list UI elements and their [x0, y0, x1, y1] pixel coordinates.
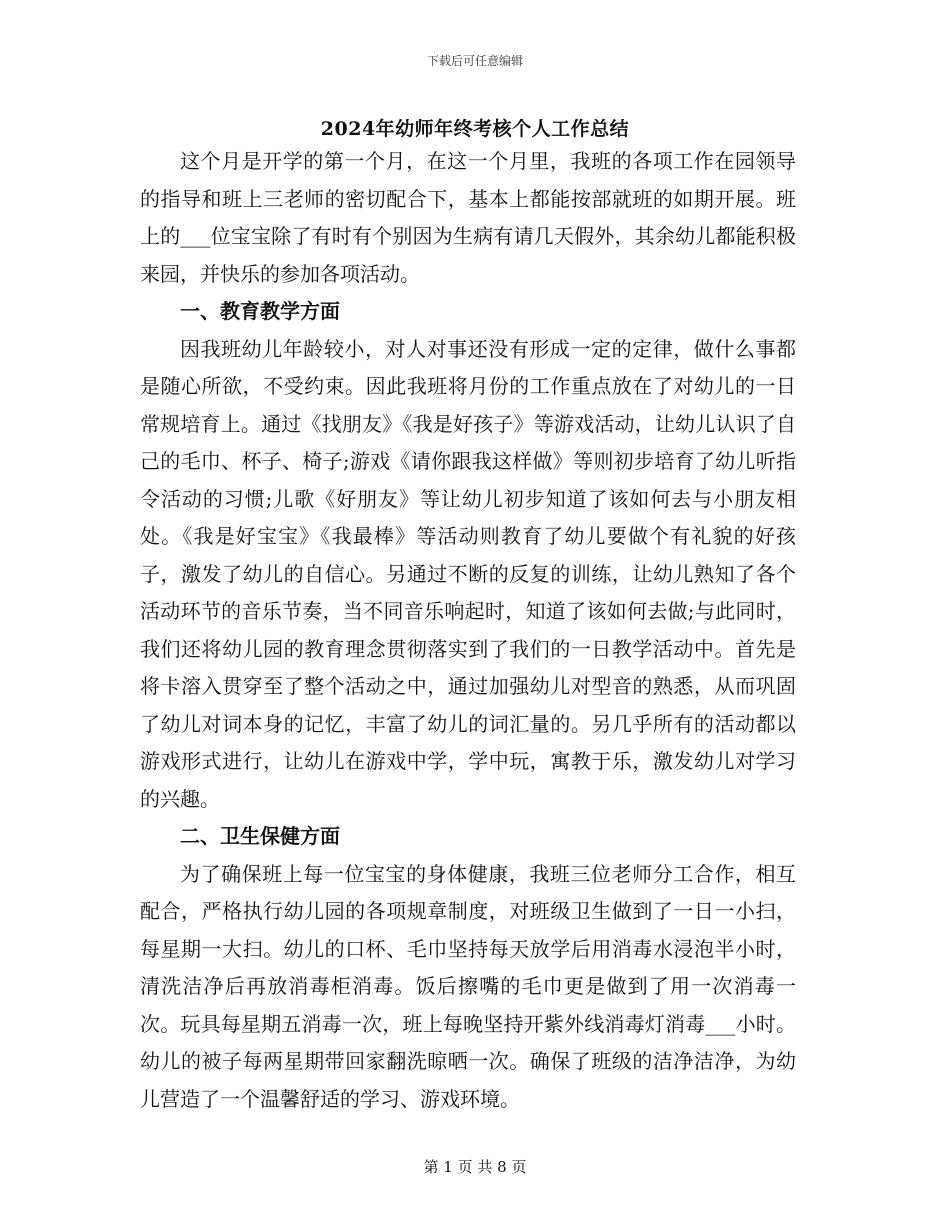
document-body: [140, 143, 796, 1118]
intro-paragraph: 这个月是开学的第一个月，在这一个月里，我班的各项工作在园领导的指导和班上三老师的密切配合下，基本上都能按部就班的如期开展。班上的___位宝宝除了有时有个别因为生病有请几天假外，其余幼儿都能积极来园，并快乐的参加各项活动。: [140, 149, 796, 286]
page-header-note: 下载后可任意编辑: [426, 54, 523, 68]
section-heading-education: 一、教育教学方面: [180, 299, 340, 323]
document-title: 2024年幼师年终考核个人工作总结: [320, 118, 630, 140]
section-heading-health: 二、卫生保健方面: [180, 824, 340, 848]
section-body-education: 因我班幼儿年龄较小，对人对事还没有形成一定的定律，做什么事都是随心所欲，不受约束。因此我班将月份的工作重点放在了对幼儿的一日常规培育上。通过《找朋友》《我是好孩子》等游戏活动，让幼儿认识了自己的毛巾、杯子、椅子;游戏《请你跟我这样做》等则初步培育了幼儿听指令活动的习惯;儿歌《好朋友》等让幼儿初步知道了该如何去与小朋友相处。《我是好宝宝》《我最棒》等活动则教育了幼儿要做个有礼貌的好孩子，激发了幼儿的自信心。另通过不断的反复的训练，让幼儿熟知了各个活动环节的音乐节奏，当不同音乐响起时，知道了该如何去做;与此同时，我们还将幼儿园的教育理念贯彻落实到了我们的一日教学活动中。首先是将卡溶入贯穿至了整个活动之中，通过加强幼儿对型音的熟悉，从而巩固了幼儿对词本身的记忆，丰富了幼儿的词汇量的。另几乎所有的活动都以游戏形式进行，让幼儿在游戏中学，学中玩，寓教于乐，激发幼儿对学习的兴趣。: [140, 336, 796, 811]
section-body-health: 为了确保班上每一位宝宝的身体健康，我班三位老师分工合作，相互配合，严格执行幼儿园的各项规章制度，对班级卫生做到了一日一小扫，每星期一大扫。幼儿的口杯、毛巾坚持每天放学后用消毒水浸泡半小时，清洗洁净后再放消毒柜消毒。饭后擦嘴的毛巾更是做到了用一次消毒一次。玩具每星期五消毒一次，班上每晚坚持开紫外线消毒灯消毒___小时。幼儿的被子每两星期带回家翻洗晾晒一次。确保了班级的洁净洁净，为幼儿营造了一个温馨舒适的学习、游戏环境。: [140, 861, 796, 1111]
page-number: 第 1 页 共 8 页: [423, 1158, 527, 1176]
